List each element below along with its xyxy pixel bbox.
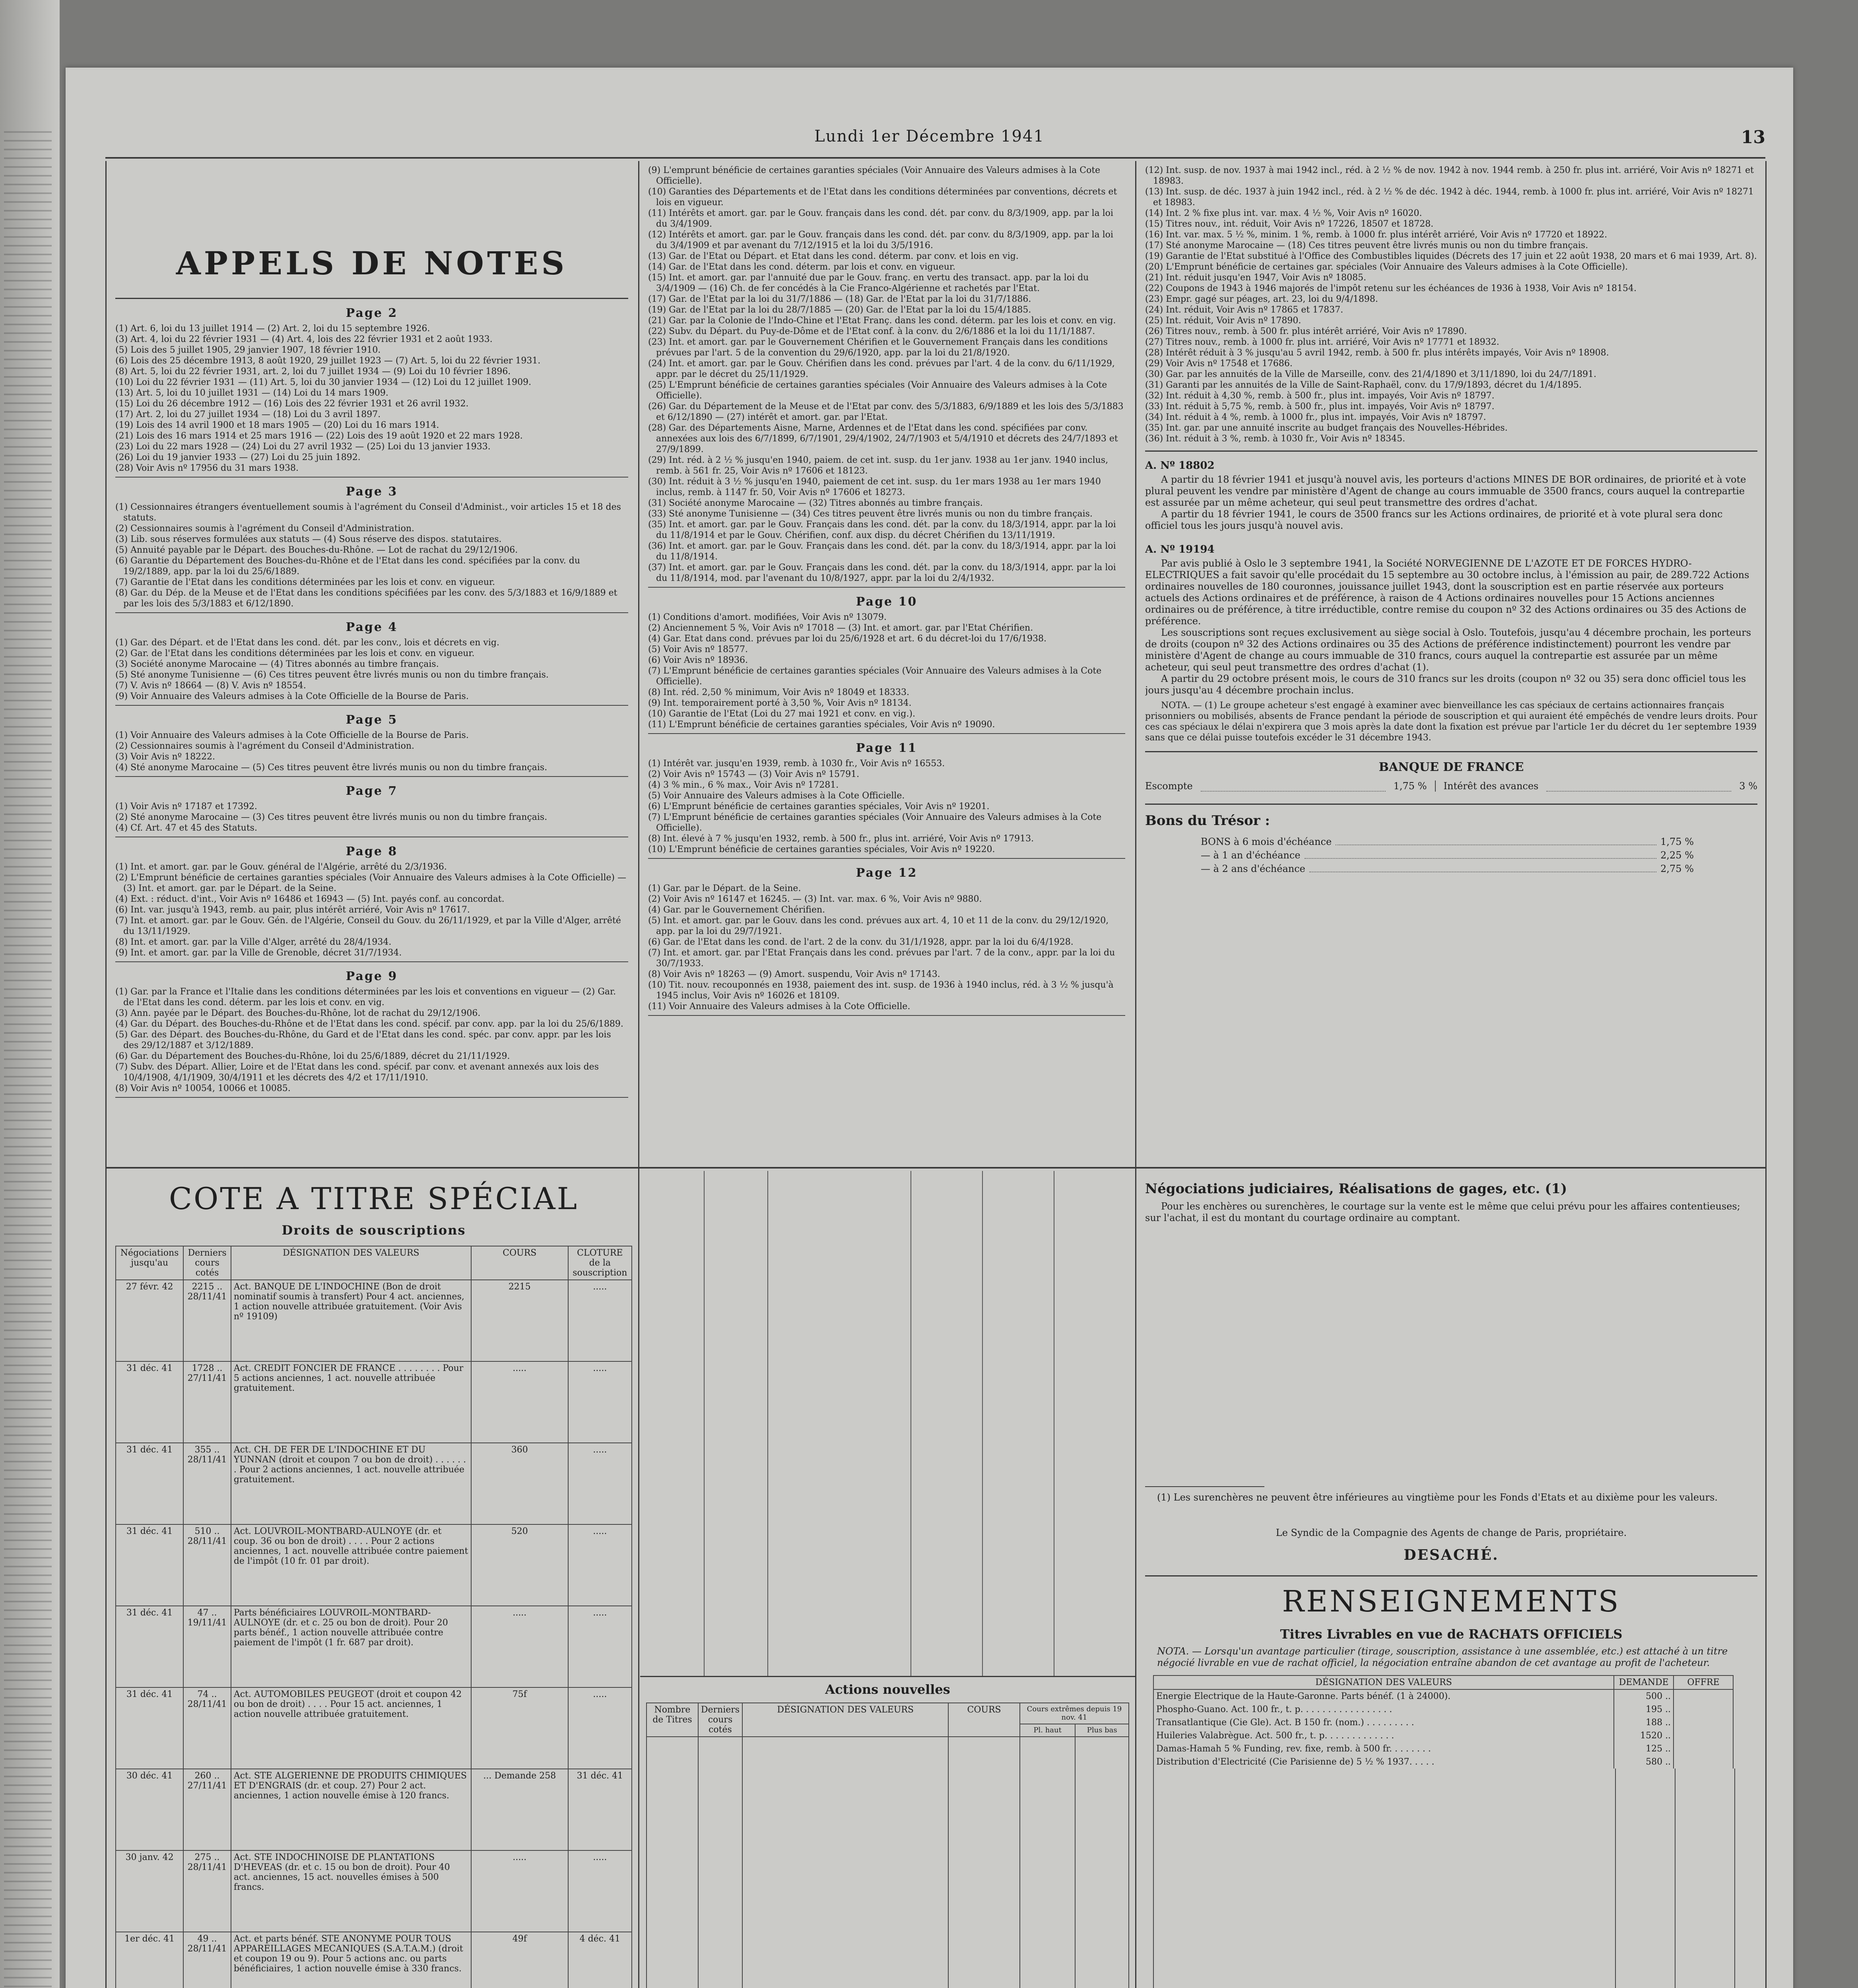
newspaper-page xyxy=(66,68,1793,1988)
appels-note: (11) L'Emprunt bénéficie de certaines garanties spéciales, Voir Avis nº 19090. xyxy=(648,720,995,730)
appels-note: (17) Gar. de l'Etat par la loi du 31/7/1886 — (18) Gar. de l'Etat par la loi du 31/7/1886. xyxy=(648,294,1031,304)
appels-note: (13) Gar. de l'Etat ou Départ. et Etat dans les cond. déterm. par conv. et lois en vig. xyxy=(648,251,1019,261)
syndic-line: Le Syndic de la Compagnie des Agents de change de Paris, propriétaire. xyxy=(1276,1527,1627,1538)
an-header-cours: COURS xyxy=(948,1703,1020,1737)
appels-note: (1) Gar. par la France et l'Italie dans les conditions déterminées par les lois et conventions en vigueur — (2) Gar. de l'Etat dans les cond. déterm. par les lois et conv. en vig. xyxy=(115,987,616,1008)
appels-note: (14) Gar. de l'Etat dans les cond. déterm. par lois et conv. en vigueur. xyxy=(648,262,955,272)
appels-note: (26) Titres nouv., remb. à 500 fr. plus intérêt arriéré, Voir Avis nº 17890. xyxy=(1145,326,1467,336)
appels-note: (36) Int. réduit à 3 %, remb. à 1030 fr., Voir Avis nº 18345. xyxy=(1145,434,1406,444)
renseignements-row xyxy=(1153,1755,1733,1769)
appels-note: (23) Loi du 22 mars 1928 — (24) Loi du 27 avril 1932 — (25) Loi du 13 janvier 1933. xyxy=(115,442,491,452)
appels-note: (21) Int. réduit jusqu'en 1947, Voir Avis nº 18085. xyxy=(1145,273,1367,283)
rens-cell-desig: Transatlantique (Cie Gle). Act. B 150 fr. (nom.) . . . . . . . . . xyxy=(1153,1716,1614,1729)
appels-note: (6) Garantie du Département des Bouches-du-Rhône et de l'Etat dans les cond. spécifiées par la conv. du 19/2/1889, app. par la loi du 25/6/1889. xyxy=(115,556,581,577)
appels-note: (8) Int. et amort. gar. par la Ville d'Alger, arrêté du 28/4/1934. xyxy=(115,937,392,947)
appels-section-rule xyxy=(648,858,1125,859)
renseignements-subtitle: Titres Livrables en vue de RACHATS OFFICIELS xyxy=(1280,1627,1623,1642)
appels-section-rule xyxy=(648,1015,1125,1016)
appels-note: (4) Gar. Etat dans cond. prévues par loi du 25/6/1928 et art. 6 du décret-loi du 17/6/1938. xyxy=(648,634,1046,644)
appels-note: (31) Garanti par les annuités de la Ville de Saint-Raphaël, conv. du 17/9/1893, décret du 1/4/1895. xyxy=(1145,380,1582,390)
cote-cell-desig: Act. STE ALGERIENNE DE PRODUITS CHIMIQUES ET D'ENGRAIS (dr. et coup. 27) Pour 2 act. anciennes, 1 action nouvelle émise à 120 francs. xyxy=(231,1769,471,1850)
rens-cell-desig: Distribution d'Electricité (Cie Parisienne de) 5 ½ % 1937. . . . . xyxy=(1153,1755,1614,1769)
appels-note: (2) Anciennement 5 %, Voir Avis nº 17018 — (3) Int. et amort. gar. par l'Etat Chérifien. xyxy=(648,623,1033,633)
appels-note: (8) Voir Avis nº 10054, 10066 et 10085. xyxy=(115,1083,291,1093)
cote-cell-cours: ..... xyxy=(471,1606,568,1687)
appels-note: (7) V. Avis nº 18664 — (8) V. Avis nº 18554. xyxy=(115,681,306,691)
appels-note: (1) Cessionnaires étrangers éventuellement soumis à l'agrément du Conseil d'Administ., voir articles 15 et 18 des statuts. xyxy=(115,502,621,523)
appels-note: (11) Intérêts et amort. gar. par le Gouv. français dans les cond. dét. par conv. du 8/3/1909, app. par la loi du 3/4/1909. xyxy=(648,208,1113,229)
appels-page-heading: Page 4 xyxy=(346,620,398,634)
cote-cell-last: 275 .. 28/11/41 xyxy=(183,1850,231,1932)
cote-cell-date: 27 févr. 42 xyxy=(116,1280,183,1361)
negociations-footnote: (1) Les surenchères ne peuvent être inférieures au vingtième pour les Fonds d'Etats et au dixième pour les valeurs. xyxy=(1157,1492,1718,1503)
header-rule xyxy=(105,157,1765,159)
cote-cell-cours: ..... xyxy=(471,1361,568,1443)
negociations-text: Pour les enchères ou surenchères, le courtage sur la vente est le même que celui prévu pour les affaires contentieuses; sur l'achat, il est du montant du courtage ordinaire au comptant. xyxy=(1145,1201,1740,1223)
appels-note: (1) Voir Avis nº 17187 et 17392. xyxy=(115,802,257,812)
appels-note: (12) Intérêts et amort. gar. par le Gouv. français dans les cond. dét. par conv. du 8/3/1909, app. par la loi du 3/4/1909 et par avenant du 7/12/1915 et la loi du 3/5/1916. xyxy=(648,230,1113,250)
appels-note: (35) Int. et amort. gar. par le Gouv. Français dans les cond. dét. par la conv. du 18/3/1914, appr. par la loi du 11/8/1914 et par le Gouv. Chérifien, conf. aux disp. du décret Chérifien du 13/11/1919. xyxy=(648,520,1116,540)
appels-note: (5) Sté anonyme Tunisienne — (6) Ces titres peuvent être livrés munis ou non du timbre français. xyxy=(115,670,549,680)
previous-page-edge xyxy=(0,0,60,1988)
appels-note: (2) Voir Avis nº 16147 et 16245. — (3) Int. var. max. 6 %, Voir Avis nº 9880. xyxy=(648,894,982,904)
appels-note: (6) Gar. du Département des Bouches-du-Rhône, loi du 25/6/1889, décret du 21/11/1929. xyxy=(115,1051,510,1061)
appels-note: (10) Garantie de l'Etat (Loi du 27 mai 1921 et conv. en vig.). xyxy=(648,709,915,719)
appels-note: (5) Lois des 5 juillet 1905, 29 janvier 1907, 18 février 1910. xyxy=(115,345,381,355)
an-header-nombre: Nombre de Titres xyxy=(647,1703,698,1737)
appels-note: (17) Art. 2, loi du 27 juillet 1934 — (18) Loi du 3 avril 1897. xyxy=(115,410,381,419)
rens-cell-offre xyxy=(1674,1742,1733,1755)
appels-note: (5) Gar. des Départ. des Bouches-du-Rhône, du Gard et de l'Etat dans les cond. spéc. par conv. appr. par les lois des 29/12/1887 et 3/12/1889. xyxy=(115,1030,611,1050)
appels-note: (16) Int. var. max. 5 ½ %, minim. 1 %, remb. à 1000 fr. plus intérêt arriéré, Voir Avis nº 17720 et 18922. xyxy=(1145,230,1608,240)
rens-header-offre: OFFRE xyxy=(1674,1675,1733,1689)
actions-nouvelles-table xyxy=(646,1703,1129,1988)
cote-cell-cloture: ..... xyxy=(568,1687,632,1769)
appels-note: (1) Intérêt var. jusqu'en 1939, remb. à 1030 fr., Voir Avis nº 16553. xyxy=(648,759,945,769)
appels-note: (26) Loi du 19 janvier 1933 — (27) Loi du 25 juin 1892. xyxy=(115,452,361,462)
cote-cell-cours: ... Demande 258 xyxy=(471,1769,568,1850)
bons-value: 1,75 % xyxy=(1660,836,1694,847)
appels-note: (2) Cessionnaires soumis à l'agrément du Conseil d'Administration. xyxy=(115,741,414,751)
appels-note: (6) Lois des 25 décembre 1913, 8 août 1920, 29 juillet 1923 — (7) Art. 5, loi du 22 février 1931. xyxy=(115,356,541,366)
appels-note: (6) L'Emprunt bénéficie de certaines garanties spéciales, Voir Avis nº 19201. xyxy=(648,802,990,812)
appels-note: (4) Sté anonyme Marocaine — (5) Ces titres peuvent être livrés munis ou non du timbre français. xyxy=(115,763,547,773)
appels-column-3 xyxy=(1145,165,1757,1163)
cote-cell-desig: Act. AUTOMOBILES PEUGEOT (droit et coupon 42 ou bon de droit) . . . . Pour 15 act. anciennes, 1 action nouvelle attribuée gratuitement. xyxy=(231,1687,471,1769)
cote-table xyxy=(115,1246,632,1988)
appels-note: (23) Empr. gagé sur péages, art. 23, loi du 9/4/1898. xyxy=(1145,294,1378,304)
appels-section-rule xyxy=(115,477,628,478)
cote-cell-date: 30 déc. 41 xyxy=(116,1769,183,1850)
appels-note: (3) Art. 4, loi du 22 février 1931 — (4) Art. 4, lois des 22 février 1931 et 2 août 1933. xyxy=(115,334,493,344)
appels-note: (3) Société anonyme Marocaine — (4) Titres abonnés au timbre français. xyxy=(115,659,439,669)
avis-19194-text2: Les souscriptions sont reçues exclusivement au siège social à Oslo. Toutefois, jusqu'au 4 décembre prochain, les porteurs de droits (coupon nº 32 des Actions ordinaires ou 35 des Actions de préférence indistinctement) pourront les vendre par ministère d'Agent de change au cours immuable de 310 francs, cours auquel la contrepartie est assurée par un même acheteur, qui seul peut transmettre des ordres d'achat (1). xyxy=(1145,627,1751,673)
cote-row xyxy=(116,1524,632,1606)
bons-list xyxy=(1145,835,1694,876)
cote-header-desig: DÉSIGNATION DES VALEURS xyxy=(231,1246,471,1280)
appels-note: (22) Coupons de 1943 à 1946 majorés de l'impôt retenu sur les échéances de 1936 à 1938, Voir Avis nº 18154. xyxy=(1145,283,1637,293)
appels-note: (11) Voir Annuaire des Valeurs admises à la Cote Officielle. xyxy=(648,1002,911,1011)
renseignements-table-empty-area xyxy=(1153,1769,1735,1988)
cote-header-last: Derniers cours cotés xyxy=(183,1246,231,1280)
cote-cell-date: 31 déc. 41 xyxy=(116,1443,183,1524)
renseignements-table xyxy=(1153,1675,1734,1769)
appels-note: (19) Gar. de l'Etat par la loi du 28/7/1885 — (20) Gar. de l'Etat par la loi du 15/4/1885. xyxy=(648,305,1031,315)
appels-note: (15) Loi du 26 décembre 1912 — (16) Lois des 22 février 1931 et 26 avril 1932. xyxy=(115,399,469,409)
appels-note: (30) Int. réduit à 3 ½ % jusqu'en 1940, paiement de cet int. susp. du 1er mars 1938 au 1er mars 1940 inclus, remb. à 1147 fr. 50, Voir Avis nº 17606 et 18273. xyxy=(648,477,1101,497)
cote-cell-cloture: ..... xyxy=(568,1850,632,1932)
appels-note: (21) Gar. par la Colonie de l'Indo-Chine et l'Etat Franç. dans les cond. déterm. par les lois et conv. en vig. xyxy=(648,316,1116,326)
appels-note: (15) Titres nouv., int. réduit, Voir Avis nº 17226, 18507 et 18728. xyxy=(1145,219,1434,229)
appels-note: (4) Cf. Art. 47 et 45 des Statuts. xyxy=(115,823,257,833)
rens-cell-offre xyxy=(1674,1716,1733,1729)
cote-cell-cours: 2215 xyxy=(471,1280,568,1361)
appels-note: (10) L'Emprunt bénéficie de certaines garanties spéciales, Voir Avis nº 19220. xyxy=(648,845,995,854)
appels-note: (30) Gar. par les annuités de la Ville de Marseille, conv. des 21/4/1890 et 3/11/1890, loi du 24/7/1891. xyxy=(1145,369,1597,379)
appels-note: (5) Annuité payable par le Départ. des Bouches-du-Rhône. — Lot de rachat du 29/12/1906. xyxy=(115,545,518,555)
cote-cell-desig: Act. STE INDOCHINOISE DE PLANTATIONS D'HEVEAS (dr. et c. 15 ou bon de droit). Pour 40 act. anciennes, 15 act. nouvelles émises à 500 francs. xyxy=(231,1850,471,1932)
appels-note: (8) Art. 5, loi du 22 février 1931, art. 2, loi du 7 juillet 1934 — (9) Loi du 10 février 1896. xyxy=(115,367,511,377)
cote-row xyxy=(116,1769,632,1850)
appels-note: (23) Int. et amort. gar. par le Gouvernement Chérifien et le Gouvernement Français dans les conditions prévues par l'art. 5 de la convention du 29/6/1920, app. par la loi du 21/8/1920. xyxy=(648,337,1108,358)
appels-note: (13) Int. susp. de déc. 1937 à juin 1942 incl., réd. à 2 ½ % de déc. 1942 à déc. 1944, remb. à 1000 fr. plus int. arriéré, Voir Avis nº 18271 et 18983. xyxy=(1145,187,1754,208)
cote-cell-date: 30 janv. 42 xyxy=(116,1850,183,1932)
appels-note: (33) Sté anonyme Tunisienne — (34) Ces titres peuvent être livrés munis ou non du timbre français. xyxy=(648,509,1093,519)
renseignements-nota: NOTA. — Lorsqu'un avantage particulier (tirage, souscription, assistance à une assemblée, etc.) est attaché à un titre négocié livrable en vue de rachat officiel, la négociation entraîne abandon de cet avantage au profit de l'acheteur. xyxy=(1157,1646,1728,1668)
appels-note: (1) Gar. des Départ. et de l'Etat dans les cond. dét. par les conv., lois et décrets en vig. xyxy=(115,638,499,648)
appels-page-heading: Page 12 xyxy=(856,866,918,880)
an-header-haut: Pl. haut xyxy=(1020,1724,1076,1737)
cote-cell-last: 510 .. 28/11/41 xyxy=(183,1524,231,1606)
appels-page-heading: Page 11 xyxy=(856,741,918,755)
cote-cell-cloture: ..... xyxy=(568,1280,632,1361)
avis-18802-text: A partir du 18 février 1941 et jusqu'à nouvel avis, les porteurs d'actions MINES DE BOR ordinaires, de priorité et à vote plural peuvent les vendre par ministère d'Agent de change au cours immuable de 3500 francs, cours auquel la contrepartie est assurée par un même acheteur, qui seul peut transmettre des ordres d'achat. xyxy=(1145,474,1746,508)
appels-note: (22) Subv. du Départ. du Puy-de-Dôme et de l'Etat conf. à la conv. du 2/6/1886 et la loi du 11/1/1887. xyxy=(648,326,1095,336)
cote-cell-cours: ..... xyxy=(471,1850,568,1932)
appels-note: (1) Voir Annuaire des Valeurs admises à la Cote Officielle de la Bourse de Paris. xyxy=(115,730,469,740)
appels-note: (33) Int. réduit à 5,75 %, remb. à 500 fr., plus int. impayés, Voir Avis nº 18797. xyxy=(1145,402,1495,412)
appels-page-heading: Page 10 xyxy=(856,595,918,609)
appels-note: (3) Lib. sous réserves formulées aux statuts — (4) Sous réserve des dispos. statutaires. xyxy=(115,534,502,544)
cote-cell-cloture: ..... xyxy=(568,1606,632,1687)
cote-cell-cloture: ..... xyxy=(568,1524,632,1606)
appels-col2-list xyxy=(648,165,1125,1016)
rens-cell-demande: 195 .. xyxy=(1614,1703,1674,1716)
appels-column-1 xyxy=(115,165,628,1163)
column-divider-2 xyxy=(1135,161,1136,1167)
cote-cell-last: 260 .. 27/11/41 xyxy=(183,1769,231,1850)
bons-title: Bons du Trésor : xyxy=(1145,813,1270,829)
cote-row xyxy=(116,1361,632,1443)
appels-note: (6) Voir Avis nº 18936. xyxy=(648,655,748,665)
bons-value: 2,25 % xyxy=(1660,850,1694,861)
cote-cell-cloture: 4 déc. 41 xyxy=(568,1932,632,1988)
cote-section xyxy=(115,1181,632,1988)
rens-cell-desig: Damas-Hamah 5 % Funding, rev. fixe, remb. à 500 fr. . . . . . . . xyxy=(1153,1742,1614,1755)
appels-note: (8) Int. réd. 2,50 % minimum, Voir Avis nº 18049 et 18333. xyxy=(648,687,910,697)
appels-note: (29) Voir Avis nº 17548 et 17686. xyxy=(1145,359,1293,369)
appels-note: (26) Gar. du Département de la Meuse et de l'Etat par conv. des 5/3/1883, 6/9/1889 et les lois des 5/3/1883 et 6/12/1890 — (27) intérêt et amort. gar. par l'Etat. xyxy=(648,402,1124,422)
an-header-desig: DÉSIGNATION DES VALEURS xyxy=(742,1703,948,1737)
appels-note: (24) Int. réduit, Voir Avis nº 17865 et 17837. xyxy=(1145,305,1344,315)
renseignements-row xyxy=(1153,1716,1733,1729)
avis-19194-text: Par avis publié à Oslo le 3 septembre 1941, la Société NORVEGIENNE DE L'AZOTE ET DE FORCES HYDRO-ELECTRIQUES a fait savoir qu'elle procédait du 15 septembre au 30 octobre inclus, à l'émission au pair, de 289.722 Actions ordinaires nouvelles de 180 couronnes, jouissance juillet 1943, dont la souscription est en partie réservée aux porteurs actuels des Actions ordinaires et de préférence, à raison de 4 Actions ordinaires nouvelles pour 15 Actions anciennes ordinaires ou de préférence, à titre irréductible, contre remise du coupon nº 32 des Actions ordinaires ou 35 des Actions de préférence. xyxy=(1145,558,1749,627)
avances-value: 3 % xyxy=(1739,780,1757,792)
cote-cell-desig: Parts bénéficiaires LOUVROIL-MONTBARD-AULNOYE (dr. et c. 25 ou bon de droit). Pour 20 parts bénéf., 1 action nouvelle attribuée contre paiement de l'impôt (1 fr. 687 par droit). xyxy=(231,1606,471,1687)
rens-cell-offre xyxy=(1674,1703,1733,1716)
bons-label: — à 1 an d'échéance xyxy=(1201,850,1301,861)
appels-note: (1) Int. et amort. gar. par le Gouv. général de l'Algérie, arrêté du 2/3/1936. xyxy=(115,862,447,872)
cote-cell-cloture: 31 déc. 41 xyxy=(568,1769,632,1850)
cote-cell-last: 74 .. 28/11/41 xyxy=(183,1687,231,1769)
appels-note: (7) Int. et amort. gar. par le Gouv. Gén. de l'Algérie, Conseil du Gouv. du 26/11/1929, et par la Ville d'Alger, arrêté du 13/11/1929. xyxy=(115,916,621,936)
appels-note: (37) Int. et amort. gar. par le Gouv. Français dans les cond. dét. par la conv. du 18/3/1914, appr. par la loi du 11/8/1914, mod. par l'avenant du 10/8/1927, appr. par la loi du 2/4/1932. xyxy=(648,563,1116,583)
header-date: Lundi 1er Décembre 1941 xyxy=(814,127,1045,146)
appels-note: (5) Voir Annuaire des Valeurs admises à la Cote Officielle. xyxy=(648,791,905,801)
appels-note: (28) Voir Avis nº 17956 du 31 mars 1938. xyxy=(115,463,299,473)
cote-cell-desig: Act. CH. DE FER DE L'INDOCHINE ET DU YUNNAN (droit et coupon 7 ou bon de droit) . . . . . . . Pour 2 actions anciennes, 1 act. nouvelle attribuée gratuitement. xyxy=(231,1443,471,1524)
cote-cell-date: 31 déc. 41 xyxy=(116,1687,183,1769)
cote-cell-cours: 520 xyxy=(471,1524,568,1606)
appels-note: (1) Conditions d'amort. modifiées, Voir Avis nº 13079. xyxy=(648,612,887,622)
appels-section-rule xyxy=(115,1097,628,1098)
appels-note: (3) Voir Avis nº 18222. xyxy=(115,752,216,762)
appels-note: (4) Gar. par le Gouvernement Chérifien. xyxy=(648,905,825,915)
appels-note: (24) Int. et amort. gar. par le Gouv. Chérifien dans les cond. prévues par l'art. 4 de la conv. du 6/11/1929, appr. par le décret du 25/11/1929. xyxy=(648,359,1115,379)
cote-cell-cours: 49f xyxy=(471,1932,568,1988)
appels-note: (1) Art. 6, loi du 13 juillet 1914 — (2) Art. 2, loi du 15 septembre 1926. xyxy=(115,324,430,334)
cote-cell-desig: Act. et parts bénéf. STE ANONYME POUR TOUS APPAREILLAGES MECANIQUES (S.A.T.A.M.) (droit et coupon 19 ou 9). Pour 5 actions anc. ou parts bénéficiaires, 1 action nouvelle émise à 330 francs. xyxy=(231,1932,471,1988)
appels-col3-list xyxy=(1145,165,1757,444)
cote-cell-cours: 360 xyxy=(471,1443,568,1524)
cote-cell-last: 2215 .. 28/11/41 xyxy=(183,1280,231,1361)
appels-note: (4) Gar. du Départ. des Bouches-du-Rhône et de l'Etat dans les cond. spécif. par conv. app. par la loi du 25/6/1889. xyxy=(115,1019,623,1029)
renseignements-row xyxy=(1153,1742,1733,1755)
rens-cell-desig: Phospho-Guano. Act. 100 fr., t. p. . . . . . . . . . . . . . . . . xyxy=(1153,1703,1614,1716)
appels-note: (29) Int. réd. à 2 ½ % jusqu'en 1940, paiem. de cet int. susp. du 1er janv. 1938 au 1er janv. 1940 inclus, remb. à 561 fr. 25, Voir Avis nº 17606 et 18123. xyxy=(648,455,1109,476)
an-header-bas: Plus bas xyxy=(1075,1724,1129,1737)
appels-page-heading: Page 2 xyxy=(346,306,398,320)
appels-note: (5) Int. et amort. gar. par le Gouv. dans les cond. prévues aux art. 4, 10 et 11 de la conv. du 29/12/1920, app. par la loi du 29/7/1921. xyxy=(648,916,1109,936)
appels-note: (8) Gar. du Dép. de la Meuse et de l'Etat dans les conditions spécifiées par les conv. des 5/3/1883 et 16/9/1889 et par les lois des 5/3/1883 et 6/12/1890. xyxy=(115,588,617,609)
rens-cell-offre xyxy=(1674,1755,1733,1769)
renseignements-row xyxy=(1153,1729,1733,1742)
cote-cell-last: 355 .. 28/11/41 xyxy=(183,1443,231,1524)
avis-19194-nota: NOTA. — (1) Le groupe acheteur s'est engagé à examiner avec bienveillance les cas spéciaux de certains actionnaires français prisonniers ou mobilisés, absents de France pendant la période de souscription et qui auraient été empêchés de vendre leurs droits. Pour ces cas spéciaux le délai n'expirera que 3 mois après la date dont la fixation est prévue par l'article 1er du décret du 1er septembre 1939 sans que ce délai puisse toutefois excéder le 31 décembre 1943. xyxy=(1145,701,1757,743)
appels-note: (28) Gar. des Départements Aisne, Marne, Ardennes et de l'Etat dans les cond. spécifiées par conv. annexées aux lois des 6/7/1899, 6/7/1901, 29/4/1902, 24/7/1903 et 5/4/1910 et décrets des 24/7/1893 et 27/9/1899. xyxy=(648,423,1118,454)
appels-note: (25) Int. réduit, Voir Avis nº 17890. xyxy=(1145,316,1301,326)
appels-note: (20) L'Emprunt bénéficie de certaines gar. spéciales (Voir Annuaire des Valeurs admises à la Cote Officielle). xyxy=(1145,262,1628,272)
appels-col1-list xyxy=(115,306,628,1098)
page-number: 13 xyxy=(1741,127,1765,148)
cote-header-cloture: CLOTURE de la souscription xyxy=(568,1246,632,1280)
appels-note: (9) Voir Annuaire des Valeurs admises à la Cote Officielle de la Bourse de Paris. xyxy=(115,691,469,701)
cote-title: COTE A TITRE SPÉCIAL xyxy=(169,1181,579,1216)
appels-note: (2) Gar. de l'Etat dans les conditions déterminées par les lois et conv. en vigueur. xyxy=(115,648,475,658)
rens-cell-desig: Huileries Valabrègue. Act. 500 fr., t. p. . . . . . . . . . . . . xyxy=(1153,1729,1614,1742)
appels-note: (7) L'Emprunt bénéficie de certaines garanties spéciales (Voir Annuaire des Valeurs admises à la Cote Officielle). xyxy=(648,812,1102,833)
cote-cell-last: 49 .. 28/11/41 xyxy=(183,1932,231,1988)
actions-nouvelles-title: Actions nouvelles xyxy=(825,1682,950,1697)
appels-note: (31) Société anonyme Marocaine — (32) Titres abonnés au timbre français. xyxy=(648,498,983,508)
appels-note: (12) Int. susp. de nov. 1937 à mai 1942 incl., réd. à 2 ½ % de nov. 1942 à nov. 1944 remb. à 250 fr. plus int. arriéré, Voir Avis nº 18271 et 18983. xyxy=(1145,165,1754,186)
bons-row xyxy=(1201,848,1694,862)
appels-page-heading: Page 3 xyxy=(346,485,398,499)
appels-note: (6) Gar. de l'Etat dans les cond. de l'art. 2 de la conv. du 31/1/1928, appr. par la loi du 6/4/1928. xyxy=(648,937,1074,947)
appels-note: (4) Ext. : réduct. d'int., Voir Avis nº 16486 et 16943 — (5) Int. payés conf. au concordat. xyxy=(115,894,505,904)
column-divider-1 xyxy=(638,161,639,1167)
appels-note: (28) Intérêt réduit à 3 % jusqu'au 5 avril 1942, remb. à 500 fr. plus intérêts impayés, Voir Avis nº 18908. xyxy=(1145,348,1609,358)
cote-cell-desig: Act. LOUVROIL-MONTBARD-AULNOYE (dr. et coup. 36 ou bon de droit) . . . . Pour 2 actions anciennes, 1 act. nouvelle attribuée contre paiement de l'impôt (10 fr. 01 par droit). xyxy=(231,1524,471,1606)
escompte-value: 1,75 % xyxy=(1393,780,1427,792)
cote-row xyxy=(116,1443,632,1524)
appels-note: (13) Art. 5, loi du 10 juillet 1931 — (14) Loi du 14 mars 1909. xyxy=(115,388,388,398)
negociations-section xyxy=(1145,1181,1757,1988)
renseignements-row xyxy=(1153,1689,1733,1703)
cote-row xyxy=(116,1932,632,1988)
cote-row xyxy=(116,1280,632,1361)
page-header xyxy=(66,127,1793,155)
cote-cell-desig: Act. BANQUE DE L'INDOCHINE (Bon de droit nominatif soumis à transfert) Pour 4 act. anciennes, 1 action nouvelle attribuée gratuitement. (Voir Avis nº 19109) xyxy=(231,1280,471,1361)
appels-column-2 xyxy=(648,165,1125,1163)
appels-note: (15) Int. et amort. gar. par l'annuité due par le Gouv. franç. en vertu des transact. app. par la loi du 3/4/1909 — (16) Ch. de fer concédés à la Cie Franco-Algérienne et rachetés par l'Etat. xyxy=(648,273,1089,293)
an-header-extremes: Cours extrêmes depuis 19 nov. 41 xyxy=(1020,1703,1129,1724)
rens-cell-offre xyxy=(1674,1729,1733,1742)
cote-cell-cloture: ..... xyxy=(568,1361,632,1443)
appels-note: (19) Lois des 14 avril 1900 et 18 mars 1905 — (20) Loi du 16 mars 1914. xyxy=(115,420,439,430)
cote-row xyxy=(116,1850,632,1932)
appels-note: (9) L'emprunt bénéficie de certaines garanties spéciales (Voir Annuaire des Valeurs admises à la Cote Officielle). xyxy=(648,165,1101,186)
rens-header-desig: DÉSIGNATION DES VALEURS xyxy=(1153,1675,1614,1689)
appels-note: (17) Sté anonyme Marocaine — (18) Ces titres peuvent être livrés munis ou non du timbre français. xyxy=(1145,241,1588,250)
appels-note: (7) Garantie de l'Etat dans les conditions déterminées par les lois et conv. en vigueur. xyxy=(115,577,495,587)
appels-page-heading: Page 7 xyxy=(346,784,398,798)
cote-cell-desig: Act. CREDIT FONCIER DE FRANCE . . . . . . . . Pour 5 actions anciennes, 1 act. nouvelle attribuée gratuitement. xyxy=(231,1361,471,1443)
frame-right xyxy=(1765,161,1767,1167)
bons-value: 2,75 % xyxy=(1660,863,1694,874)
avances-label: Intérêt des avances xyxy=(1435,780,1539,792)
appels-note: (25) L'Emprunt bénéficie de certaines garanties spéciales (Voir Annuaire des Valeurs admises à la Cote Officielle). xyxy=(648,380,1107,401)
rens-cell-offre xyxy=(1674,1689,1733,1703)
rens-header-demande: DEMANDE xyxy=(1614,1675,1674,1689)
negociations-title: Négociations judiciaires, Réalisations de gages, etc. (1) xyxy=(1145,1181,1567,1197)
bons-label: — à 2 ans d'échéance xyxy=(1201,863,1305,874)
appels-note: (19) Garantie de l'Etat substitué à l'Office des Combustibles liquides (Décrets des 17 juin et 22 août 1938, 20 mars et 6 mai 1939, Art. 8). xyxy=(1145,251,1757,261)
appels-note: (2) Sté anonyme Marocaine — (3) Ces titres peuvent être livrés munis ou non du timbre français. xyxy=(115,812,547,822)
cote-subtitle: Droits de souscriptions xyxy=(282,1223,466,1238)
appels-note: (2) L'Emprunt bénéficie de certaines garanties spéciales (Voir Annuaire des Valeurs admises à la Cote Officielle) — (3) Int. et amort. gar. par le Départ. de la Seine. xyxy=(115,873,626,893)
rens-cell-demande: 188 .. xyxy=(1614,1716,1674,1729)
renseignements-title: RENSEIGNEMENTS xyxy=(1282,1584,1621,1619)
appels-section-rule xyxy=(115,776,628,777)
appels-note: (2) Cessionnaires soumis à l'agrément du Conseil d'Administration. xyxy=(115,524,414,534)
cote-cell-date: 1er déc. 41 xyxy=(116,1932,183,1988)
appels-note: (10) Tit. nouv. recouponnés en 1938, paiement des int. susp. de 1936 à 1940 inclus, réd. à 3 ½ % jusqu'à 1945 inclus, Voir Avis nº 16026 et 18109. xyxy=(648,980,1114,1001)
appels-note: (8) Int. élevé à 7 % jusqu'en 1932, remb. à 500 fr., plus int. arriéré, Voir Avis nº 17913. xyxy=(648,834,1034,844)
cote-cell-last: 47 .. 19/11/41 xyxy=(183,1606,231,1687)
avis-19194-text3: A partir du 29 octobre présent mois, le cours de 310 francs sur les droits (coupon nº 32 ou 35) sera donc officiel tous les jours jusqu'au 4 décembre prochain inclus. xyxy=(1145,673,1746,696)
appels-note: (35) Int. gar. par une annuité inscrite au budget français des Nouvelles-Hébrides. xyxy=(1145,423,1508,433)
appels-note: (5) Voir Avis nº 18577. xyxy=(648,645,748,654)
cote-header-date: Négociations jusqu'au xyxy=(116,1246,183,1280)
appels-note: (7) Subv. des Départ. Allier, Loire et de l'Etat dans les cond. spécif. par conv. et avenant annexés aux lois des 10/4/1908, 4/1/1909, 30/4/1911 et les décrets des 4/2 et 17/11/1910. xyxy=(115,1062,599,1083)
appels-note: (21) Lois des 16 mars 1914 et 25 mars 1916 — (22) Lois des 19 août 1920 et 22 mars 1928. xyxy=(115,431,523,441)
appels-page-heading: Page 9 xyxy=(346,969,398,983)
escompte-label: Escompte xyxy=(1145,780,1193,792)
rens-cell-demande: 125 .. xyxy=(1614,1742,1674,1755)
appels-note: (10) Loi du 22 février 1931 — (11) Art. 5, loi du 30 janvier 1934 — (12) Loi du 12 juillet 1909. xyxy=(115,377,532,387)
appels-section-rule xyxy=(115,705,628,706)
rens-cell-demande: 500 .. xyxy=(1614,1689,1674,1703)
appels-note: (2) Voir Avis nº 15743 — (3) Voir Avis nº 15791. xyxy=(648,769,860,779)
cote-cell-last: 1728 .. 27/11/41 xyxy=(183,1361,231,1443)
appels-note: (7) Int. et amort. gar. par l'Etat Français dans les cond. prévues par l'art. 7 de la conv., appr. par la loi du 30/7/1933. xyxy=(648,948,1115,969)
rens-cell-demande: 580 .. xyxy=(1614,1755,1674,1769)
avis-18802-title: A. Nº 18802 xyxy=(1145,460,1215,472)
signature: DESACHÉ. xyxy=(1404,1547,1499,1563)
appels-title: APPELS DE NOTES xyxy=(176,245,568,282)
appels-section-rule xyxy=(648,733,1125,734)
cote-row xyxy=(116,1687,632,1769)
bons-row xyxy=(1201,862,1694,876)
banque-title: BANQUE DE FRANCE xyxy=(1378,760,1524,774)
cote-cell-date: 31 déc. 41 xyxy=(116,1524,183,1606)
banque-row xyxy=(1145,780,1757,792)
appels-note: (1) Gar. par le Départ. de la Seine. xyxy=(648,883,801,893)
appels-page-heading: Page 5 xyxy=(346,713,398,727)
appels-note: (9) Int. et amort. gar. par la Ville de Grenoble, décret 31/7/1934. xyxy=(115,948,402,958)
an-empty-row xyxy=(647,1737,1129,1988)
cote-cell-date: 31 déc. 41 xyxy=(116,1606,183,1687)
appels-note: (4) 3 % min., 6 % max., Voir Avis nº 17281. xyxy=(648,780,839,790)
bons-label: BONS à 6 mois d'échéance xyxy=(1201,836,1332,847)
appels-note: (3) Ann. payée par le Départ. des Bouches-du-Rhône, lot de rachat du 29/12/1906. xyxy=(115,1008,481,1018)
avis-19194-title: A. Nº 19194 xyxy=(1145,544,1215,555)
cote-cell-date: 31 déc. 41 xyxy=(116,1361,183,1443)
appels-note: (36) Int. et amort. gar. par le Gouv. Français dans les cond. dét. par la conv. du 18/3/1914, appr. par la loi du 11/8/1914. xyxy=(648,541,1116,562)
cote-row xyxy=(116,1606,632,1687)
appels-page-heading: Page 8 xyxy=(346,845,398,858)
appels-note: (27) Titres nouv., remb. à 1000 fr. plus int. arriéré, Voir Avis nº 17771 et 18932. xyxy=(1145,337,1499,347)
appels-note: (10) Garanties des Départements et de l'Etat dans les conditions déterminées par conventions, décrets et lois en vigueur. xyxy=(648,187,1117,208)
an-header-derniers: Derniers cours cotés xyxy=(698,1703,742,1737)
appels-section-rule xyxy=(648,587,1125,588)
frame-left xyxy=(105,161,107,1167)
rens-cell-desig: Energie Electrique de la Haute-Garonne. Parts bénéf. (1 à 24000). xyxy=(1153,1689,1614,1703)
cote-cell-cloture: ..... xyxy=(568,1443,632,1524)
avis-18802-text2: A partir du 18 février 1941, le cours de 3500 francs sur les Actions ordinaires, de priorité et à vote plural sera donc officiel tous les jours jusqu'à nouvel avis. xyxy=(1145,509,1723,531)
appels-note: (32) Int. réduit à 4,30 %, remb. à 500 fr., plus int. impayés, Voir Avis nº 18797. xyxy=(1145,391,1495,401)
cote-header-cours: COURS xyxy=(471,1246,568,1280)
appels-section-rule xyxy=(115,612,628,613)
appels-note: (9) Int. temporairement porté à 3,50 %, Voir Avis nº 18134. xyxy=(648,698,912,708)
rens-cell-demande: 1520 .. xyxy=(1614,1729,1674,1742)
appels-note: (8) Voir Avis nº 18263 — (9) Amort. suspendu, Voir Avis nº 17143. xyxy=(648,969,940,979)
actions-nouvelles-section xyxy=(646,1682,1129,1988)
appels-note: (6) Int. var. jusqu'à 1943, remb. au pair, plus intérêt arriéré, Voir Avis nº 17617. xyxy=(115,905,470,915)
appels-note: (14) Int. 2 % fixe plus int. var. max. 4 ½ %, Voir Avis nº 16020. xyxy=(1145,208,1422,218)
appels-note: (34) Int. réduit à 4 %, remb. à 1000 fr., plus int. impayés, Voir Avis nº 18797. xyxy=(1145,412,1486,422)
empty-ruled-table xyxy=(640,1171,1133,1676)
section-rule xyxy=(105,1167,1767,1169)
renseignements-row xyxy=(1153,1703,1733,1716)
bons-row xyxy=(1201,835,1694,848)
appels-note: (7) L'Emprunt bénéficie de certaines garanties spéciales (Voir Annuaire des Valeurs admises à la Cote Officielle). xyxy=(648,666,1102,687)
appels-section-rule xyxy=(115,961,628,962)
cote-cell-cours: 75f xyxy=(471,1687,568,1769)
